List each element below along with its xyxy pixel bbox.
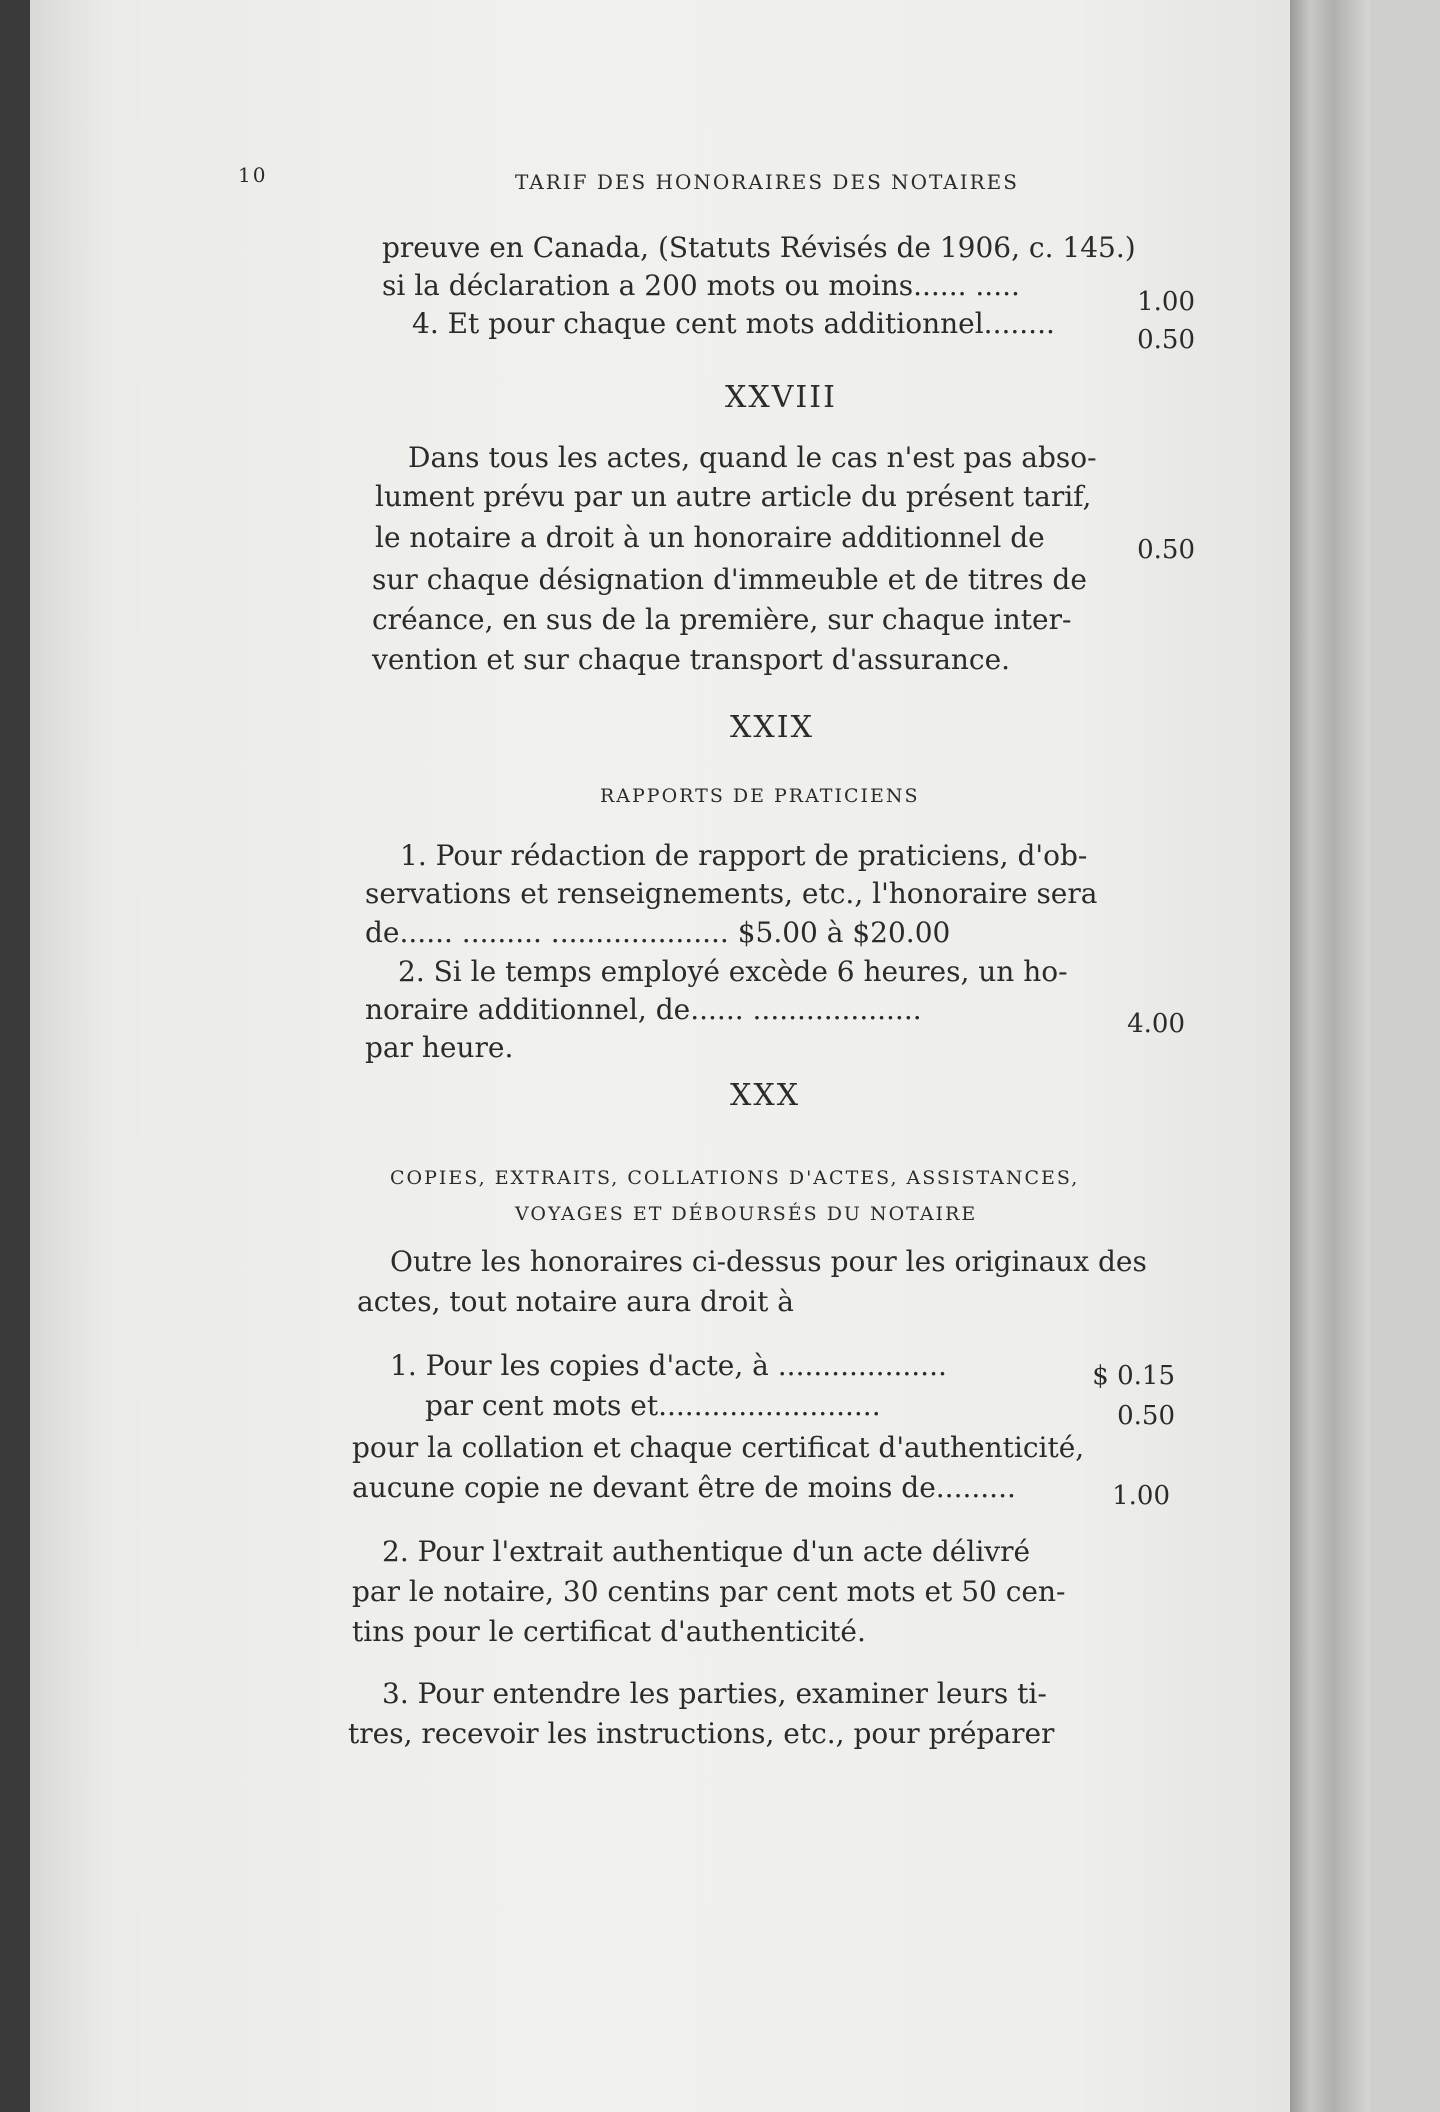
section-heading: XXVIII	[725, 380, 837, 415]
amount: 0.50	[1137, 535, 1195, 565]
text-line: Dans tous les actes, quand le cas n'est pas abso-	[408, 441, 1097, 474]
text-line: pour la collation et chaque certificat d'authenticité,	[352, 1431, 1085, 1464]
amount: $ 0.15	[1092, 1361, 1175, 1391]
section-subheading: VOYAGES ET DÉBOURSÉS DU NOTAIRE	[515, 1203, 978, 1225]
text-line: par cent mots et.........................	[425, 1389, 881, 1422]
text-line: vention et sur chaque transport d'assurance.	[372, 643, 1011, 676]
text-line: aucune copie ne devant être de moins de.........	[352, 1471, 1016, 1504]
text-line: 2. Pour l'extrait authentique d'un acte délivré	[382, 1535, 1031, 1568]
text-line: 1. Pour les copies d'acte, à ...................	[390, 1349, 947, 1382]
text-line: 3. Pour entendre les parties, examiner leurs ti-	[382, 1677, 1047, 1710]
text-line: par heure.	[365, 1031, 514, 1064]
page-number: 10	[238, 163, 268, 187]
text-line: créance, en sus de la première, sur chaque inter-	[372, 603, 1072, 636]
text-line: 1. Pour rédaction de rapport de praticiens, d'ob-	[400, 839, 1088, 872]
text-line: noraire additionnel, de...... ...................	[365, 993, 922, 1026]
text-line: Outre les honoraires ci-dessus pour les originaux des	[390, 1245, 1147, 1278]
section-heading: XXX	[730, 1078, 801, 1113]
book-spine	[1290, 0, 1370, 2112]
running-head: TARIF DES HONORAIRES DES NOTAIRES	[515, 170, 1019, 194]
section-subheading: COPIES, EXTRAITS, COLLATIONS D'ACTES, ASSISTANCES,	[390, 1167, 1080, 1189]
text-line: 4. Et pour chaque cent mots additionnel........	[412, 307, 1055, 340]
text-line: le notaire a droit à un honoraire additionnel de	[375, 521, 1045, 554]
text-line: si la déclaration a 200 mots ou moins...... .....	[382, 269, 1020, 302]
text-line: actes, tout notaire aura droit à	[357, 1285, 794, 1318]
text-line: tins pour le certificat d'authenticité.	[352, 1615, 866, 1648]
text-line: lument prévu par un autre article du présent tarif,	[375, 480, 1092, 513]
amount: 1.00	[1112, 1481, 1170, 1511]
text-line: servations et renseignements, etc., l'honoraire sera	[365, 877, 1098, 910]
section-subheading: RAPPORTS DE PRATICIENS	[600, 785, 920, 807]
amount: 4.00	[1127, 1009, 1185, 1039]
text-line: tres, recevoir les instructions, etc., pour préparer	[348, 1717, 1055, 1750]
amount: 1.00	[1137, 287, 1195, 317]
amount: 0.50	[1117, 1401, 1175, 1431]
text-line: sur chaque désignation d'immeuble et de titres de	[372, 563, 1087, 596]
amount: 0.50	[1137, 325, 1195, 355]
text-line: preuve en Canada, (Statuts Révisés de 1906, c. 145.)	[382, 231, 1136, 264]
text-line: de...... ......... .................... $5.00 à $20.00	[365, 916, 951, 949]
text-line: par le notaire, 30 centins par cent mots et 50 cen-	[352, 1575, 1066, 1608]
text-line: 2. Si le temps employé excède 6 heures, un ho-	[398, 955, 1068, 988]
section-heading: XXIX	[730, 710, 814, 745]
facing-page-edge	[1370, 0, 1440, 2112]
